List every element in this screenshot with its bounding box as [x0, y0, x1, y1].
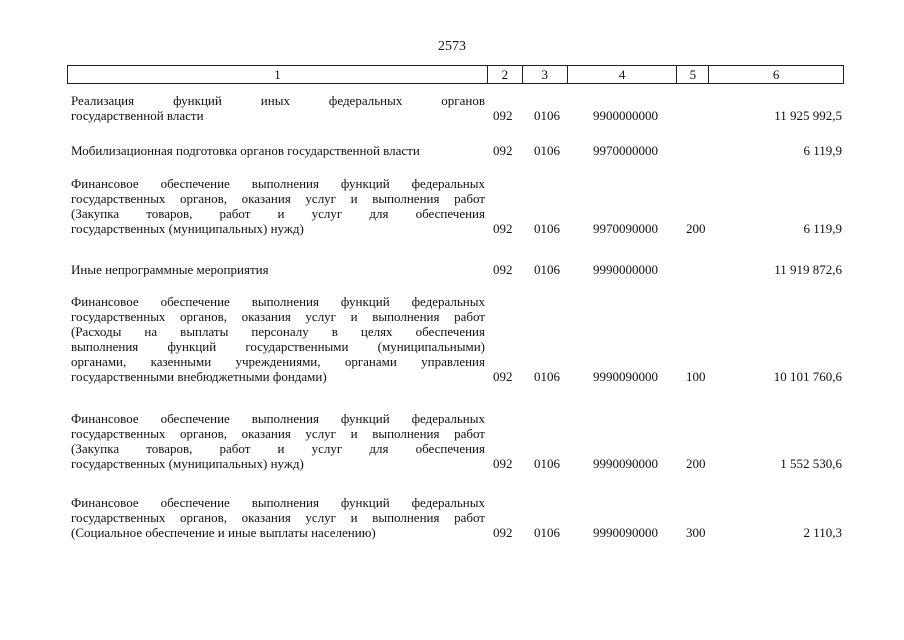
row-name-line: Финансовое обеспечение выполнения функций федеральных [71, 176, 485, 191]
row-name [71, 143, 485, 158]
row-name-line: (Социальное обеспечение и иные выплаты населению) [71, 525, 376, 540]
table-row [67, 176, 844, 236]
header-col-1: 1 [68, 66, 488, 83]
row-name-line: государственных органов, оказания услуг и выполнения работ [71, 426, 485, 441]
row-name-line: государственных (муниципальных) нужд) [71, 456, 304, 471]
row-name-line: Финансовое обеспечение выполнения функций федеральных [71, 411, 485, 426]
table-row [67, 411, 844, 471]
row-name-line: Финансовое обеспечение выполнения функций федеральных [71, 495, 485, 510]
row-col-2: 092 [493, 456, 513, 471]
row-name [71, 176, 485, 236]
table-row [67, 294, 844, 384]
table-header [67, 65, 844, 84]
row-col-2: 092 [493, 525, 513, 540]
row-col-2: 092 [493, 221, 513, 236]
row-col-6: 2 110,3 [803, 525, 842, 540]
row-name [71, 262, 485, 277]
row-col-3: 0106 [534, 369, 560, 384]
row-col-3: 0106 [534, 108, 560, 123]
table-row [67, 143, 844, 158]
row-name-line: (Расходы на выплаты персоналу в целях обеспечения [71, 324, 485, 339]
row-col-6: 6 119,9 [803, 221, 842, 236]
header-col-3: 3 [523, 66, 568, 83]
row-col-4: 9970090000 [593, 221, 658, 236]
row-name-line: государственных органов, оказания услуг и выполнения работ [71, 510, 485, 525]
row-col-2: 092 [493, 369, 513, 384]
row-name [71, 411, 485, 471]
row-name-line: государственных органов, оказания услуг и выполнения работ [71, 191, 485, 206]
header-col-5: 5 [677, 66, 709, 83]
row-name [71, 294, 485, 384]
row-col-2: 092 [493, 143, 513, 158]
table-row [67, 262, 844, 277]
row-col-4: 9900000000 [593, 108, 658, 123]
row-col-5: 300 [686, 525, 706, 540]
row-name-line: Иные непрограммные мероприятия [71, 262, 269, 277]
header-col-4: 4 [568, 66, 678, 83]
row-name-line: Финансовое обеспечение выполнения функций федеральных [71, 294, 485, 309]
row-col-5: 100 [686, 369, 706, 384]
table-row [67, 93, 844, 123]
row-col-2: 092 [493, 108, 513, 123]
row-col-6: 6 119,9 [803, 143, 842, 158]
row-col-2: 092 [493, 262, 513, 277]
row-name-line: государственных (муниципальных) нужд) [71, 221, 304, 236]
header-col-6: 6 [772, 67, 780, 82]
row-name-line: государственными внебюджетными фондами) [71, 369, 327, 384]
row-col-4: 9990090000 [593, 456, 658, 471]
row-col-6: 11 919 872,6 [774, 262, 842, 277]
row-name-line: (Закупка товаров, работ и услуг для обеспечения [71, 441, 485, 456]
row-col-4: 9990090000 [593, 525, 658, 540]
row-col-6: 1 552 530,6 [780, 456, 842, 471]
row-name-line: государственных органов, оказания услуг и выполнения работ [71, 309, 485, 324]
row-name [71, 93, 485, 123]
table-row [67, 495, 844, 540]
page-number: 2573 [438, 39, 466, 54]
row-name-line: выполнения функций государственными (муниципальными) [71, 339, 485, 354]
row-col-4: 9990000000 [593, 262, 658, 277]
row-col-6: 10 101 760,6 [773, 369, 842, 384]
row-col-5: 200 [686, 221, 706, 236]
header-col-2: 2 [488, 66, 523, 83]
row-name [71, 495, 485, 540]
row-col-3: 0106 [534, 221, 560, 236]
row-col-3: 0106 [534, 262, 560, 277]
row-col-5: 200 [686, 456, 706, 471]
row-name-line: (Закупка товаров, работ и услуг для обеспечения [71, 206, 485, 221]
row-col-4: 9970000000 [593, 143, 658, 158]
row-name-line: государственной власти [71, 108, 204, 123]
row-name-line: Реализация функций иных федеральных органов [71, 93, 485, 108]
row-col-3: 0106 [534, 525, 560, 540]
row-col-6: 11 925 992,5 [774, 108, 842, 123]
row-col-3: 0106 [534, 143, 560, 158]
row-name-line: Мобилизационная подготовка органов государственной власти [71, 143, 420, 158]
row-name-line: органами, казенными учреждениями, органами управления [71, 354, 485, 369]
row-col-4: 9990090000 [593, 369, 658, 384]
row-col-3: 0106 [534, 456, 560, 471]
